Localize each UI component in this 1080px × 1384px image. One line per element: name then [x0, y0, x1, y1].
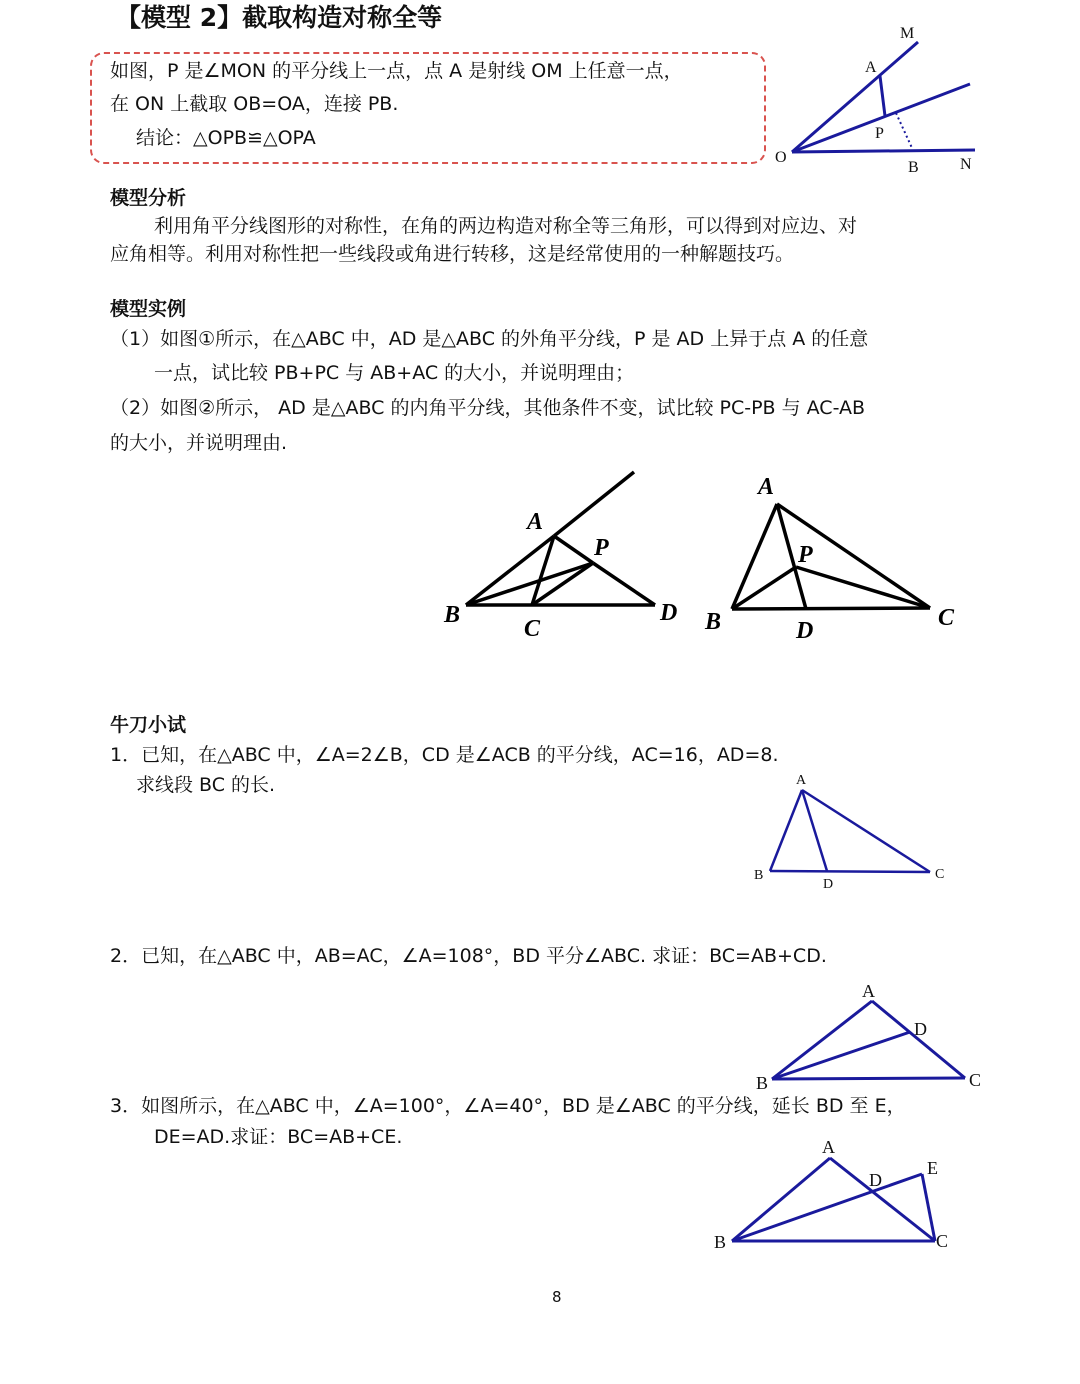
fig2-label-a: A: [758, 474, 775, 500]
page-number: 8: [552, 1288, 562, 1306]
seg-ac: [802, 790, 930, 872]
p1-label-b: B: [754, 868, 764, 883]
seg-bc: [770, 871, 930, 872]
fig2-label-p: P: [798, 542, 813, 568]
practice-1-line-2: 求线段 BC 的长.: [136, 774, 276, 796]
fig1-label-d: D: [660, 600, 678, 626]
example-q2-line-2: 的大小，并说明理由.: [110, 432, 288, 454]
analysis-heading: 模型分析: [110, 187, 187, 209]
seg-bp: [466, 563, 593, 605]
seg-bc: [772, 1078, 965, 1079]
seg-ab: [770, 790, 802, 871]
p1-label-d: D: [823, 877, 834, 892]
seg-pd: [593, 563, 655, 605]
analysis-text-line-2: 应角相等。利用对称性把一些线段或角进行转移，这是经常使用的一种解题技巧。: [110, 243, 795, 265]
seg-ap: [554, 536, 593, 563]
model-conclusion: 结论：△OPB≌△OPA: [136, 127, 316, 149]
seg-ab: [772, 1001, 872, 1079]
model-desc-line-2: 在 ON 上截取 OB=OA，连接 PB.: [110, 93, 399, 115]
model-figure: [770, 20, 980, 180]
example-figure-2: [700, 470, 970, 650]
label-o: O: [775, 149, 787, 166]
label-p: P: [875, 125, 884, 142]
p2-label-a: A: [862, 981, 875, 1001]
seg-cp: [532, 563, 593, 605]
example-q1-line-1: （1）如图①所示，在△ABC 中，AD 是△ABC 的外角平分线，P 是 AD 上异于点 A 的任意: [110, 328, 869, 350]
fig1-label-p: P: [594, 535, 609, 561]
seg-ba: [466, 536, 554, 605]
fig1-label-a: A: [527, 509, 544, 535]
ray-om: [792, 42, 918, 152]
p3-label-e: E: [927, 1158, 938, 1178]
practice-3-line-1: 3．如图所示，在△ABC 中，∠A=100°，∠A=40°，BD 是∠ABC 的平分线，延长 BD 至 E，: [110, 1095, 906, 1117]
fig1-label-b: B: [444, 602, 461, 628]
seg-pc: [796, 567, 930, 608]
label-a: A: [865, 59, 877, 76]
model-desc-line-1: 如图，P 是∠MON 的平分线上一点，点 A 是射线 OM 上任意一点，: [110, 60, 683, 82]
p2-label-c: C: [969, 1070, 982, 1090]
practice-heading: 牛刀小试: [110, 714, 187, 736]
practice-3-line-2: DE=AD.求证：BC=AB+CE.: [154, 1126, 403, 1148]
fig2-label-d: D: [796, 618, 814, 644]
segment-ap: [880, 76, 885, 116]
fig2-label-c: C: [938, 605, 955, 631]
practice-3-figure: [710, 1134, 970, 1259]
p2-label-b: B: [756, 1073, 769, 1093]
label-b: B: [908, 159, 919, 176]
p2-label-d: D: [914, 1019, 927, 1039]
ray-on: [792, 150, 975, 152]
practice-1-line-1: 1．已知，在△ABC 中，∠A=2∠B，CD 是∠ACB 的平分线，AC=16，AD=8.: [110, 744, 779, 766]
p1-label-c: C: [935, 867, 945, 882]
fig2-label-b: B: [705, 609, 722, 635]
p1-label-a: A: [796, 773, 807, 788]
analysis-text-line-1: 利用角平分线图形的对称性，在角的两边构造对称全等三角形，可以得到对应边、对: [154, 215, 858, 237]
seg-ab: [732, 1158, 830, 1241]
example-q1-line-2: 一点，试比较 PB+PC 与 AB+AC 的大小，并说明理由；: [154, 362, 635, 384]
p3-label-c: C: [936, 1231, 949, 1251]
example-q2-line-1: （2）如图②所示， AD 是△ABC 的内角平分线，其他条件不变，试比较 PC-PB 与 AC-AB: [110, 397, 866, 419]
p3-label-d: D: [869, 1170, 882, 1190]
fig1-label-c: C: [524, 616, 541, 642]
example-heading: 模型实例: [110, 298, 187, 320]
example-figure-1: [440, 466, 690, 646]
p3-label-b: B: [714, 1232, 727, 1252]
label-n: N: [960, 156, 972, 173]
seg-bc: [732, 608, 930, 609]
seg-bd: [772, 1032, 910, 1079]
practice-2-line-1: 2．已知，在△ABC 中，AB=AC，∠A=108°，BD 平分∠ABC. 求证：BC=AB+CD.: [110, 945, 827, 967]
practice-2-figure: [750, 978, 990, 1098]
label-m: M: [900, 25, 915, 42]
section-title: 【模型 2】截取构造对称全等: [116, 3, 443, 32]
segment-pb-dotted: [896, 113, 912, 148]
practice-1-figure: [750, 770, 960, 900]
p3-label-a: A: [822, 1137, 835, 1157]
ray-ad: [554, 472, 634, 536]
